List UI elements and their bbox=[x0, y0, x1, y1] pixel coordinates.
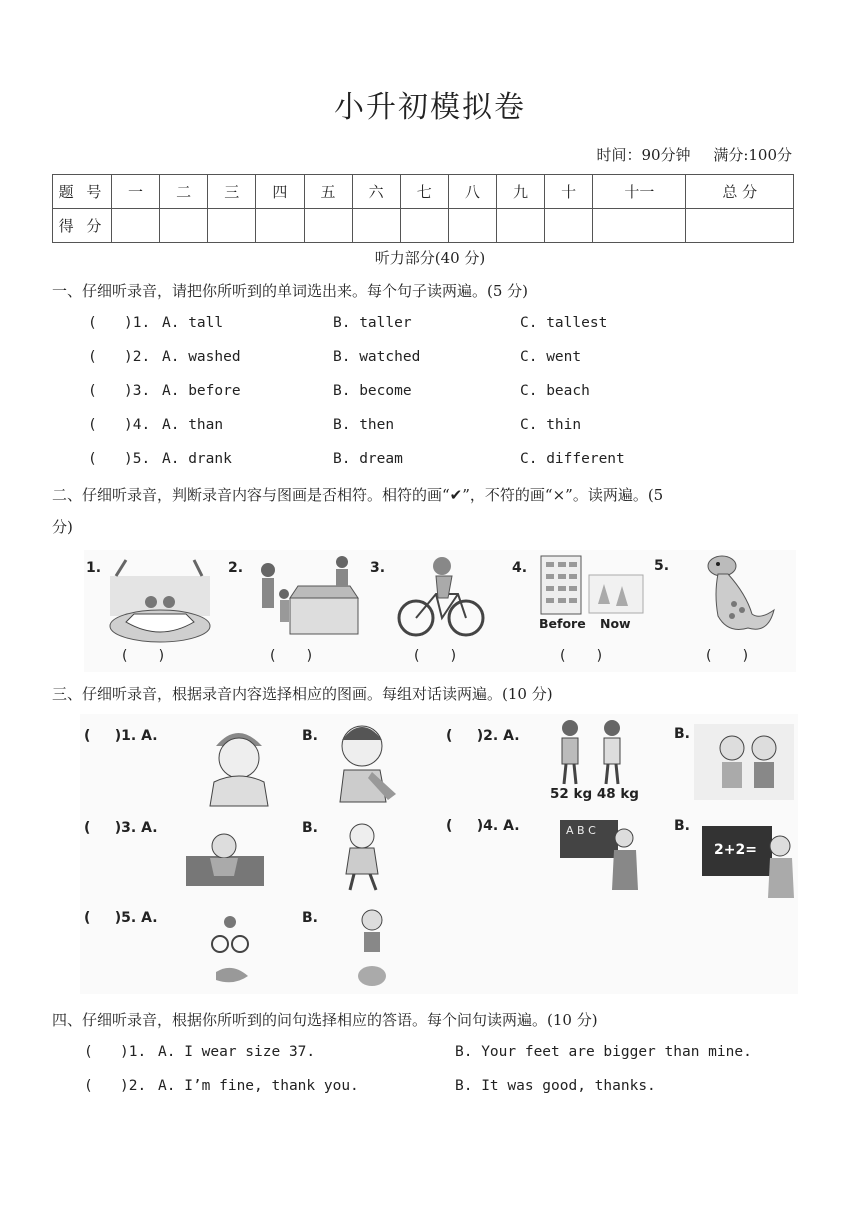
market-icon bbox=[250, 552, 360, 644]
caption-before: Before bbox=[539, 616, 586, 631]
s4-q1-a: A. I wear size 37. bbox=[158, 1044, 316, 1060]
score-table bbox=[52, 174, 794, 243]
score-cell[interactable] bbox=[208, 209, 256, 243]
s1-q2-b: B. watched bbox=[333, 349, 421, 365]
s1-q3: ( )3. bbox=[88, 383, 151, 399]
building-icon bbox=[538, 554, 584, 616]
kids-talking-icon bbox=[692, 722, 796, 802]
q-number: )3. bbox=[124, 383, 151, 399]
option-b: B. bbox=[302, 820, 318, 836]
score-col: 四 bbox=[256, 175, 304, 209]
bike-crash-icon bbox=[204, 910, 260, 990]
s1-q3-c: C. beach bbox=[520, 383, 590, 399]
math-board-icon bbox=[700, 824, 796, 904]
q-number: )2. bbox=[124, 349, 151, 365]
answer-blank[interactable]: ( ) bbox=[560, 648, 603, 664]
listening-header: 听力部分(40 分) bbox=[374, 249, 486, 267]
score-cell[interactable] bbox=[304, 209, 352, 243]
score-cell[interactable] bbox=[686, 209, 794, 243]
s1-q3-b: B. become bbox=[333, 383, 412, 399]
winter-girl-icon bbox=[332, 820, 396, 894]
section2-heading-cont: 分) bbox=[52, 518, 73, 536]
score-col: 九 bbox=[497, 175, 545, 209]
s4-q1-b: B. Your feet are bigger than mine. bbox=[455, 1044, 752, 1060]
score-cell[interactable] bbox=[160, 209, 208, 243]
score-col: 三 bbox=[208, 175, 256, 209]
boat-icon bbox=[106, 556, 214, 646]
caption-now: Now bbox=[600, 616, 631, 631]
leaves-girl-icon bbox=[184, 826, 266, 888]
q-number: )1. bbox=[124, 315, 151, 331]
q-number: ( )2. A. bbox=[446, 728, 520, 744]
section1-heading: 一、仔细听录音，请把你所听到的单词选出来。每个句子读两遍。(5 分) bbox=[52, 282, 529, 300]
score-row-label: 得 分 bbox=[53, 209, 112, 243]
trees-icon bbox=[588, 574, 644, 614]
score-col: 总 分 bbox=[686, 175, 794, 209]
score-cell[interactable] bbox=[112, 209, 160, 243]
answer-blank[interactable]: ( ) bbox=[706, 648, 749, 664]
s4-q2-a: A. I’m fine, thank you. bbox=[158, 1078, 359, 1094]
pic-number: 2. bbox=[228, 560, 244, 576]
option-b: B. bbox=[674, 818, 690, 834]
answer-blank[interactable]: ( ) bbox=[270, 648, 313, 664]
section3-heading: 三、仔细听录音，根据录音内容选择相应的图画。每组对话读两遍。(10 分) bbox=[52, 685, 553, 703]
s1-q3-a: A. before bbox=[162, 383, 241, 399]
weights-label: 52 kg 48 kg bbox=[550, 786, 639, 802]
q-number: ( )4. A. bbox=[446, 818, 520, 834]
score-col: 五 bbox=[304, 175, 352, 209]
s1-q4: ( )4. bbox=[88, 417, 151, 433]
option-b: B. bbox=[302, 910, 318, 926]
s1-q1-c: C. tallest bbox=[520, 315, 608, 331]
score-row-label: 题 号 bbox=[53, 175, 112, 209]
score-col: 二 bbox=[160, 175, 208, 209]
exam-time: 时间：90分钟 bbox=[596, 146, 691, 164]
exam-meta bbox=[578, 144, 792, 165]
page-title: 小升初模拟卷 bbox=[334, 90, 526, 125]
option-b: B. bbox=[302, 728, 318, 744]
score-col: 一 bbox=[112, 175, 160, 209]
section2-picture-strip bbox=[84, 550, 796, 672]
s4-q2: ( )2. bbox=[84, 1078, 147, 1094]
section2-heading: 二、仔细听录音，判断录音内容与图画是否相符。相符的画“✔”，不符的画“×”。读两遍。(5 bbox=[52, 486, 664, 504]
q-number: ( )3. A. bbox=[84, 820, 158, 836]
score-cell[interactable] bbox=[448, 209, 496, 243]
s1-q1-b: B. taller bbox=[333, 315, 412, 331]
s1-q4-c: C. thin bbox=[520, 417, 582, 433]
s1-q2-a: A. washed bbox=[162, 349, 241, 365]
score-col: 六 bbox=[352, 175, 400, 209]
score-table-header-row bbox=[53, 175, 794, 209]
q-number: )1. bbox=[120, 1044, 147, 1060]
pic-number: 1. bbox=[86, 560, 102, 576]
girl-scarf-icon bbox=[332, 720, 402, 804]
s1-q2-c: C. went bbox=[520, 349, 582, 365]
sad-boy-icon bbox=[352, 906, 392, 990]
dinosaur-icon bbox=[698, 554, 778, 640]
q-number: )5. bbox=[124, 451, 151, 467]
score-cell[interactable] bbox=[545, 209, 593, 243]
score-cell[interactable] bbox=[352, 209, 400, 243]
score-cell[interactable] bbox=[593, 209, 686, 243]
q-number: ( )1. A. bbox=[84, 728, 158, 744]
two-boys-icon bbox=[550, 718, 634, 786]
s1-q5-a: A. drank bbox=[162, 451, 232, 467]
s1-q4-b: B. then bbox=[333, 417, 395, 433]
s4-q2-b: B. It was good, thanks. bbox=[455, 1078, 656, 1094]
s1-q1: ( )1. bbox=[88, 315, 151, 331]
score-cell[interactable] bbox=[497, 209, 545, 243]
answer-blank[interactable]: ( ) bbox=[122, 648, 165, 664]
s1-q1-a: A. tall bbox=[162, 315, 224, 331]
bicycle-icon bbox=[396, 554, 486, 642]
pic-number: 5. bbox=[654, 558, 670, 574]
cold-girl-icon bbox=[202, 724, 276, 808]
score-table-score-row bbox=[53, 209, 794, 243]
section3-picture-grid bbox=[80, 714, 798, 994]
q-number: )4. bbox=[124, 417, 151, 433]
exam-full-score: 满分:100分 bbox=[713, 146, 792, 164]
s1-q4-a: A. than bbox=[162, 417, 224, 433]
score-cell[interactable] bbox=[256, 209, 304, 243]
pic-number: 4. bbox=[512, 560, 528, 576]
score-col: 十一 bbox=[593, 175, 686, 209]
option-b: B. bbox=[674, 726, 690, 742]
s4-q1: ( )1. bbox=[84, 1044, 147, 1060]
score-col: 七 bbox=[400, 175, 448, 209]
q-number: ( )5. A. bbox=[84, 910, 158, 926]
board-text-a: A B C bbox=[566, 824, 596, 837]
s1-q2: ( )2. bbox=[88, 349, 151, 365]
s1-q5-b: B. dream bbox=[333, 451, 403, 467]
pic-number: 3. bbox=[370, 560, 386, 576]
q-number: )2. bbox=[120, 1078, 147, 1094]
section4-heading: 四、仔细听录音，根据你所听到的问句选择相应的答语。每个问句读两遍。(10 分) bbox=[52, 1011, 598, 1029]
s1-q5-c: C. different bbox=[520, 451, 625, 467]
s1-q5: ( )5. bbox=[88, 451, 151, 467]
score-col: 八 bbox=[448, 175, 496, 209]
score-cell[interactable] bbox=[400, 209, 448, 243]
board-text-b: 2+2= bbox=[714, 842, 757, 858]
answer-blank[interactable]: ( ) bbox=[414, 648, 457, 664]
score-col: 十 bbox=[545, 175, 593, 209]
